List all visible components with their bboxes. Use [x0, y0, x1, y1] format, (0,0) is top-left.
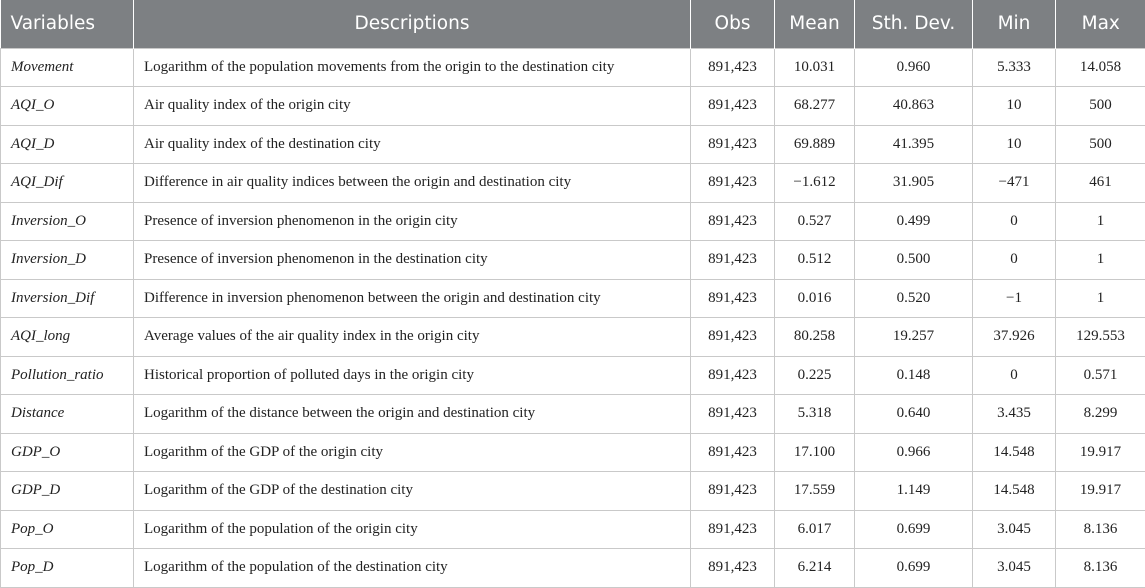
table-row — [1, 356, 1145, 395]
cell-variable: Inversion_Dif — [1, 279, 134, 318]
cell-max: 1 — [1056, 241, 1145, 280]
cell-max: 129.553 — [1056, 318, 1145, 357]
cell-mean: 17.100 — [775, 433, 855, 472]
cell-min: 10 — [973, 87, 1056, 126]
cell-variable: Pollution_ratio — [1, 356, 134, 395]
header-mean: Mean — [775, 0, 855, 48]
cell-variable: Inversion_O — [1, 202, 134, 241]
cell-std-dev: 0.960 — [855, 48, 973, 87]
header-min: Min — [973, 0, 1056, 48]
cell-std-dev: 0.148 — [855, 356, 973, 395]
cell-mean: 6.017 — [775, 510, 855, 549]
table-row — [1, 48, 1145, 87]
cell-max: 19.917 — [1056, 433, 1145, 472]
cell-description: Presence of inversion phenomenon in the destination city — [134, 241, 691, 280]
cell-description: Logarithm of the population of the destination city — [134, 549, 691, 588]
cell-obs: 891,423 — [691, 318, 775, 357]
cell-min: 3.045 — [973, 549, 1056, 588]
cell-mean: 10.031 — [775, 48, 855, 87]
cell-description: Logarithm of the population of the origin city — [134, 510, 691, 549]
cell-min: 0 — [973, 241, 1056, 280]
table-row — [1, 241, 1145, 280]
cell-max: 461 — [1056, 164, 1145, 203]
cell-max: 8.299 — [1056, 395, 1145, 434]
cell-max: 8.136 — [1056, 549, 1145, 588]
table-row — [1, 164, 1145, 203]
cell-variable: AQI_long — [1, 318, 134, 357]
cell-description: Logarithm of the GDP of the destination city — [134, 472, 691, 511]
cell-mean: 68.277 — [775, 87, 855, 126]
cell-min: 14.548 — [973, 472, 1056, 511]
cell-max: 0.571 — [1056, 356, 1145, 395]
cell-min: 14.548 — [973, 433, 1056, 472]
cell-mean: 0.225 — [775, 356, 855, 395]
cell-description: Logarithm of the population movements from the origin to the destination city — [134, 48, 691, 87]
cell-mean: 80.258 — [775, 318, 855, 357]
table-row — [1, 549, 1145, 588]
cell-std-dev: 41.395 — [855, 125, 973, 164]
header-obs: Obs — [691, 0, 775, 48]
table-row — [1, 472, 1145, 511]
cell-std-dev: 19.257 — [855, 318, 973, 357]
cell-variable: AQI_O — [1, 87, 134, 126]
cell-max: 500 — [1056, 87, 1145, 126]
cell-description: Historical proportion of polluted days in the origin city — [134, 356, 691, 395]
cell-obs: 891,423 — [691, 241, 775, 280]
table-row — [1, 433, 1145, 472]
cell-description: Air quality index of the destination city — [134, 125, 691, 164]
cell-description: Difference in air quality indices between the origin and destination city — [134, 164, 691, 203]
cell-max: 1 — [1056, 279, 1145, 318]
table-row — [1, 87, 1145, 126]
header-std-dev: Sth. Dev. — [855, 0, 973, 48]
cell-std-dev: 40.863 — [855, 87, 973, 126]
cell-mean: 0.512 — [775, 241, 855, 280]
table-row — [1, 318, 1145, 357]
cell-description: Presence of inversion phenomenon in the origin city — [134, 202, 691, 241]
cell-description: Average values of the air quality index in the origin city — [134, 318, 691, 357]
cell-min: 3.435 — [973, 395, 1056, 434]
cell-variable: Movement — [1, 48, 134, 87]
cell-std-dev: 0.699 — [855, 510, 973, 549]
cell-description: Difference in inversion phenomenon between the origin and destination city — [134, 279, 691, 318]
cell-obs: 891,423 — [691, 125, 775, 164]
cell-mean: −1.612 — [775, 164, 855, 203]
cell-min: −1 — [973, 279, 1056, 318]
cell-variable: GDP_D — [1, 472, 134, 511]
cell-max: 19.917 — [1056, 472, 1145, 511]
cell-max: 8.136 — [1056, 510, 1145, 549]
cell-mean: 17.559 — [775, 472, 855, 511]
cell-min: 37.926 — [973, 318, 1056, 357]
cell-obs: 891,423 — [691, 279, 775, 318]
table-row — [1, 395, 1145, 434]
cell-max: 500 — [1056, 125, 1145, 164]
cell-min: 3.045 — [973, 510, 1056, 549]
cell-description: Logarithm of the GDP of the origin city — [134, 433, 691, 472]
cell-std-dev: 0.640 — [855, 395, 973, 434]
cell-min: 10 — [973, 125, 1056, 164]
cell-variable: AQI_Dif — [1, 164, 134, 203]
cell-min: −471 — [973, 164, 1056, 203]
cell-mean: 0.016 — [775, 279, 855, 318]
cell-variable: Pop_D — [1, 549, 134, 588]
cell-obs: 891,423 — [691, 164, 775, 203]
cell-min: 0 — [973, 202, 1056, 241]
cell-obs: 891,423 — [691, 87, 775, 126]
cell-mean: 0.527 — [775, 202, 855, 241]
cell-std-dev: 0.499 — [855, 202, 973, 241]
header-descriptions: Descriptions — [134, 0, 691, 48]
cell-variable: GDP_O — [1, 433, 134, 472]
cell-obs: 891,423 — [691, 472, 775, 511]
cell-obs: 891,423 — [691, 202, 775, 241]
header-variables: Variables — [1, 0, 134, 48]
cell-max: 1 — [1056, 202, 1145, 241]
cell-std-dev: 31.905 — [855, 164, 973, 203]
header-max: Max — [1056, 0, 1145, 48]
cell-obs: 891,423 — [691, 48, 775, 87]
cell-variable: Distance — [1, 395, 134, 434]
cell-mean: 6.214 — [775, 549, 855, 588]
cell-obs: 891,423 — [691, 510, 775, 549]
cell-max: 14.058 — [1056, 48, 1145, 87]
cell-variable: Pop_O — [1, 510, 134, 549]
cell-obs: 891,423 — [691, 356, 775, 395]
table-row — [1, 510, 1145, 549]
cell-description: Air quality index of the origin city — [134, 87, 691, 126]
cell-variable: Inversion_D — [1, 241, 134, 280]
cell-obs: 891,423 — [691, 395, 775, 434]
table-row — [1, 202, 1145, 241]
cell-min: 0 — [973, 356, 1056, 395]
cell-obs: 891,423 — [691, 549, 775, 588]
cell-min: 5.333 — [973, 48, 1056, 87]
cell-std-dev: 0.966 — [855, 433, 973, 472]
cell-std-dev: 1.149 — [855, 472, 973, 511]
cell-mean: 69.889 — [775, 125, 855, 164]
cell-std-dev: 0.520 — [855, 279, 973, 318]
table-row — [1, 279, 1145, 318]
cell-std-dev: 0.500 — [855, 241, 973, 280]
cell-mean: 5.318 — [775, 395, 855, 434]
cell-description: Logarithm of the distance between the origin and destination city — [134, 395, 691, 434]
cell-variable: AQI_D — [1, 125, 134, 164]
header-row — [1, 0, 1145, 48]
table-row — [1, 125, 1145, 164]
cell-std-dev: 0.699 — [855, 549, 973, 588]
cell-obs: 891,423 — [691, 433, 775, 472]
